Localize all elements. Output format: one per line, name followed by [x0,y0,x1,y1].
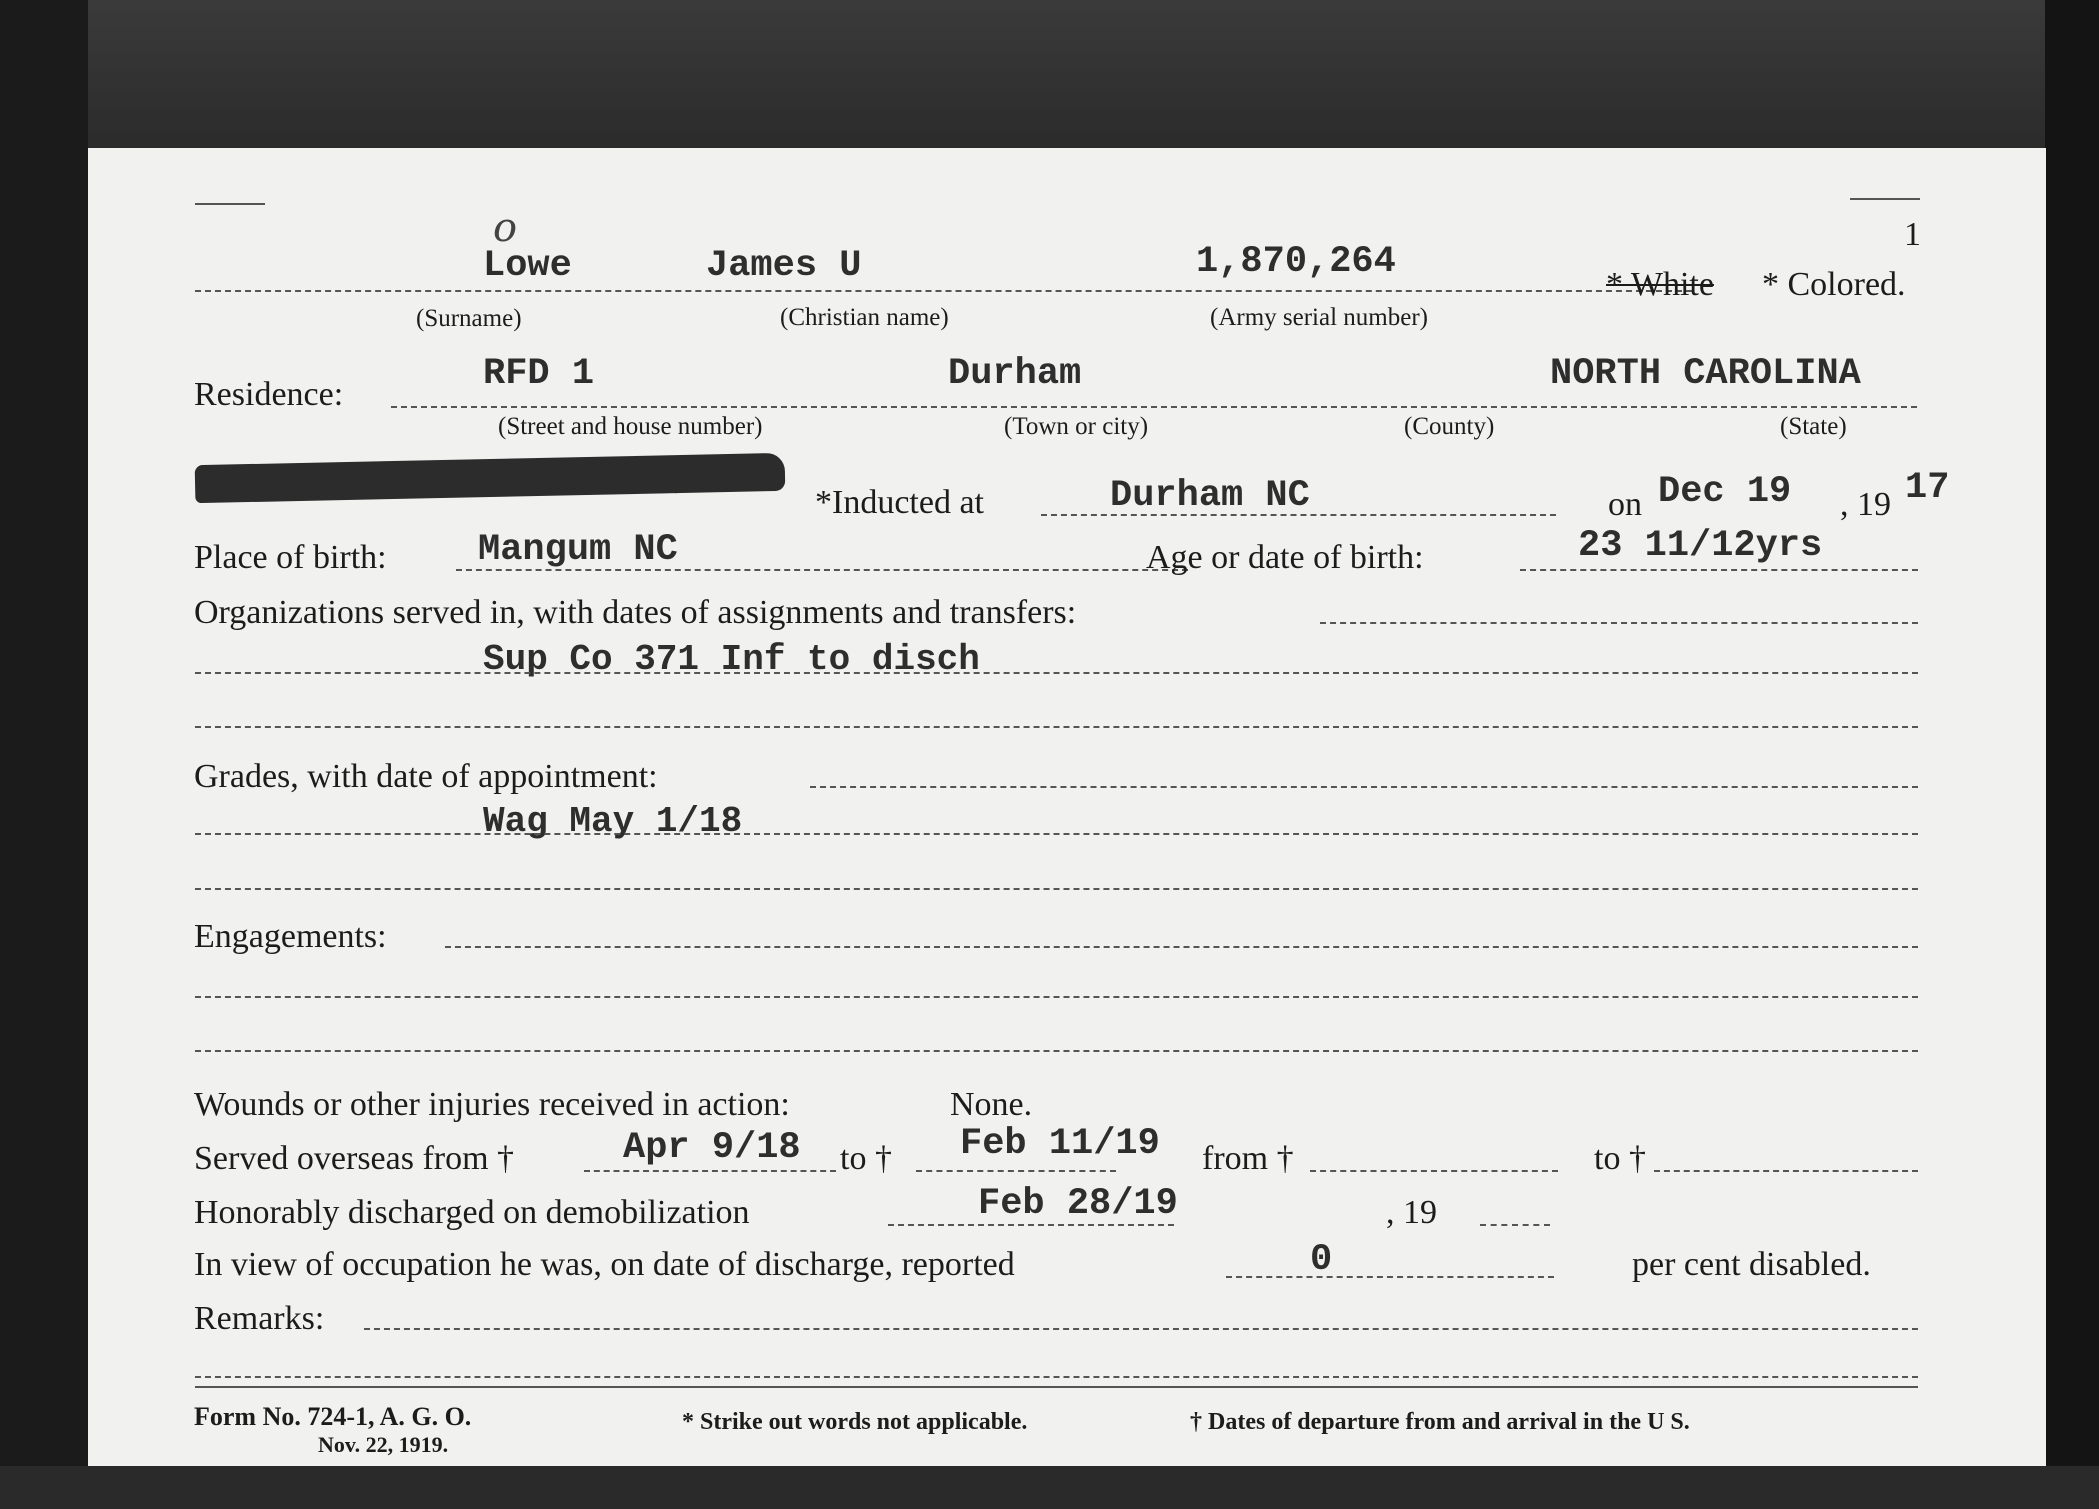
residence-street-value: RFD 1 [483,353,595,395]
served-overseas-label: Served overseas from † [194,1140,515,1177]
overseas-to-label: to † [840,1140,892,1177]
scan-background-left [0,0,88,1509]
engagements-line-1 [445,946,1918,948]
overseas-to-value: Feb 11/19 [960,1123,1160,1165]
caption-town: (Town or city) [1004,413,1149,440]
grades-label: Grades, with date of appointment: [194,758,658,795]
race-option-white: * White [1606,266,1714,303]
surname-value: Lowe [483,245,572,287]
organizations-line-2 [195,672,1918,674]
footnote-dates: † Dates of departure from and arrival in the U S. [1190,1409,1690,1435]
organizations-label: Organizations served in, with dates of assignments and transfers: [194,594,1077,631]
inducted-at-label: *Inducted at [815,484,984,521]
residence-town-value: Durham [948,353,1082,395]
grades-line-2 [195,833,1918,835]
redaction-blot [195,453,786,503]
organizations-line-1 [1320,622,1918,624]
place-of-birth-label: Place of birth: [194,539,387,576]
serial-number-value: 1,870,264 [1196,241,1396,283]
remarks-line-2 [195,1376,1918,1378]
inducted-at-value: Durham NC [1110,475,1310,517]
surname-correction: o [493,205,518,251]
scan-background-bottom [0,1466,2099,1509]
caption-street: (Street and house number) [498,413,763,440]
residence-line [391,406,1917,408]
christian-name-value: James U [706,245,862,287]
name-line [195,290,1692,292]
service-record-card [88,148,2046,1466]
disability-label: In view of occupation he was, on date of discharge, reported [194,1246,1015,1283]
age-line [1520,569,1918,571]
top-left-rule [195,203,265,205]
caption-serial-number: (Army serial number) [1210,304,1428,331]
overseas-from2-label: from † [1202,1140,1294,1177]
wounds-value: None. [950,1086,1033,1123]
scan-background-right [2045,0,2099,1509]
discharge-date-value: Feb 28/19 [978,1183,1178,1225]
engagements-line-3 [195,1050,1918,1052]
residence-label: Residence: [194,376,344,413]
card-number: 1 [1904,216,1921,253]
induction-date-value: Dec 19 [1658,471,1792,513]
overseas-from-line [584,1170,836,1172]
disability-line [1226,1276,1554,1278]
remarks-label: Remarks: [194,1300,325,1337]
discharge-year-label: , 19 [1386,1194,1437,1231]
overseas-from2-line [1310,1170,1558,1172]
top-right-rule [1850,198,1920,200]
grades-line-1 [810,786,1918,788]
engagements-line-2 [195,996,1918,998]
disability-value: 0 [1310,1239,1333,1281]
caption-county: (County) [1404,413,1495,440]
discharge-label: Honorably discharged on demobilization [194,1194,750,1231]
organizations-value: Sup Co 371 Inf to disch [483,639,980,680]
caption-state: (State) [1780,413,1847,440]
overseas-to-line [916,1170,1116,1172]
form-number: Form No. 724-1, A. G. O. [194,1402,472,1431]
form-date: Nov. 22, 1919. [318,1432,449,1457]
place-of-birth-value: Mangum NC [478,529,678,571]
year-prefix: , 19 [1840,486,1891,523]
scan-background-top [0,0,2099,150]
overseas-to2-line [1654,1170,1918,1172]
wounds-label: Wounds or other injuries received in action: [194,1086,790,1123]
overseas-to2-label: to † [1594,1140,1646,1177]
grades-value: Wag May 1/18 [483,801,743,842]
induction-year-value: 17 [1905,467,1950,509]
age-label: Age or date of birth: [1146,539,1424,576]
race-option-colored: * Colored. [1762,266,1906,303]
remarks-line-1 [364,1328,1918,1330]
engagements-label: Engagements: [194,918,387,955]
caption-surname: (Surname) [416,305,522,332]
organizations-line-3 [195,726,1918,728]
on-label: on [1608,486,1642,523]
remarks-line-3 [195,1386,1918,1388]
age-value: 23 11/12yrs [1578,525,1823,567]
disability-suffix: per cent disabled. [1632,1246,1871,1283]
overseas-from-value: Apr 9/18 [623,1127,801,1169]
grades-line-3 [195,888,1918,890]
residence-state-value: NORTH CAROLINA [1550,353,1861,395]
caption-christian-name: (Christian name) [780,304,949,331]
footnote-strike-out: * Strike out words not applicable. [682,1409,1028,1435]
discharge-year-line [1480,1224,1550,1226]
